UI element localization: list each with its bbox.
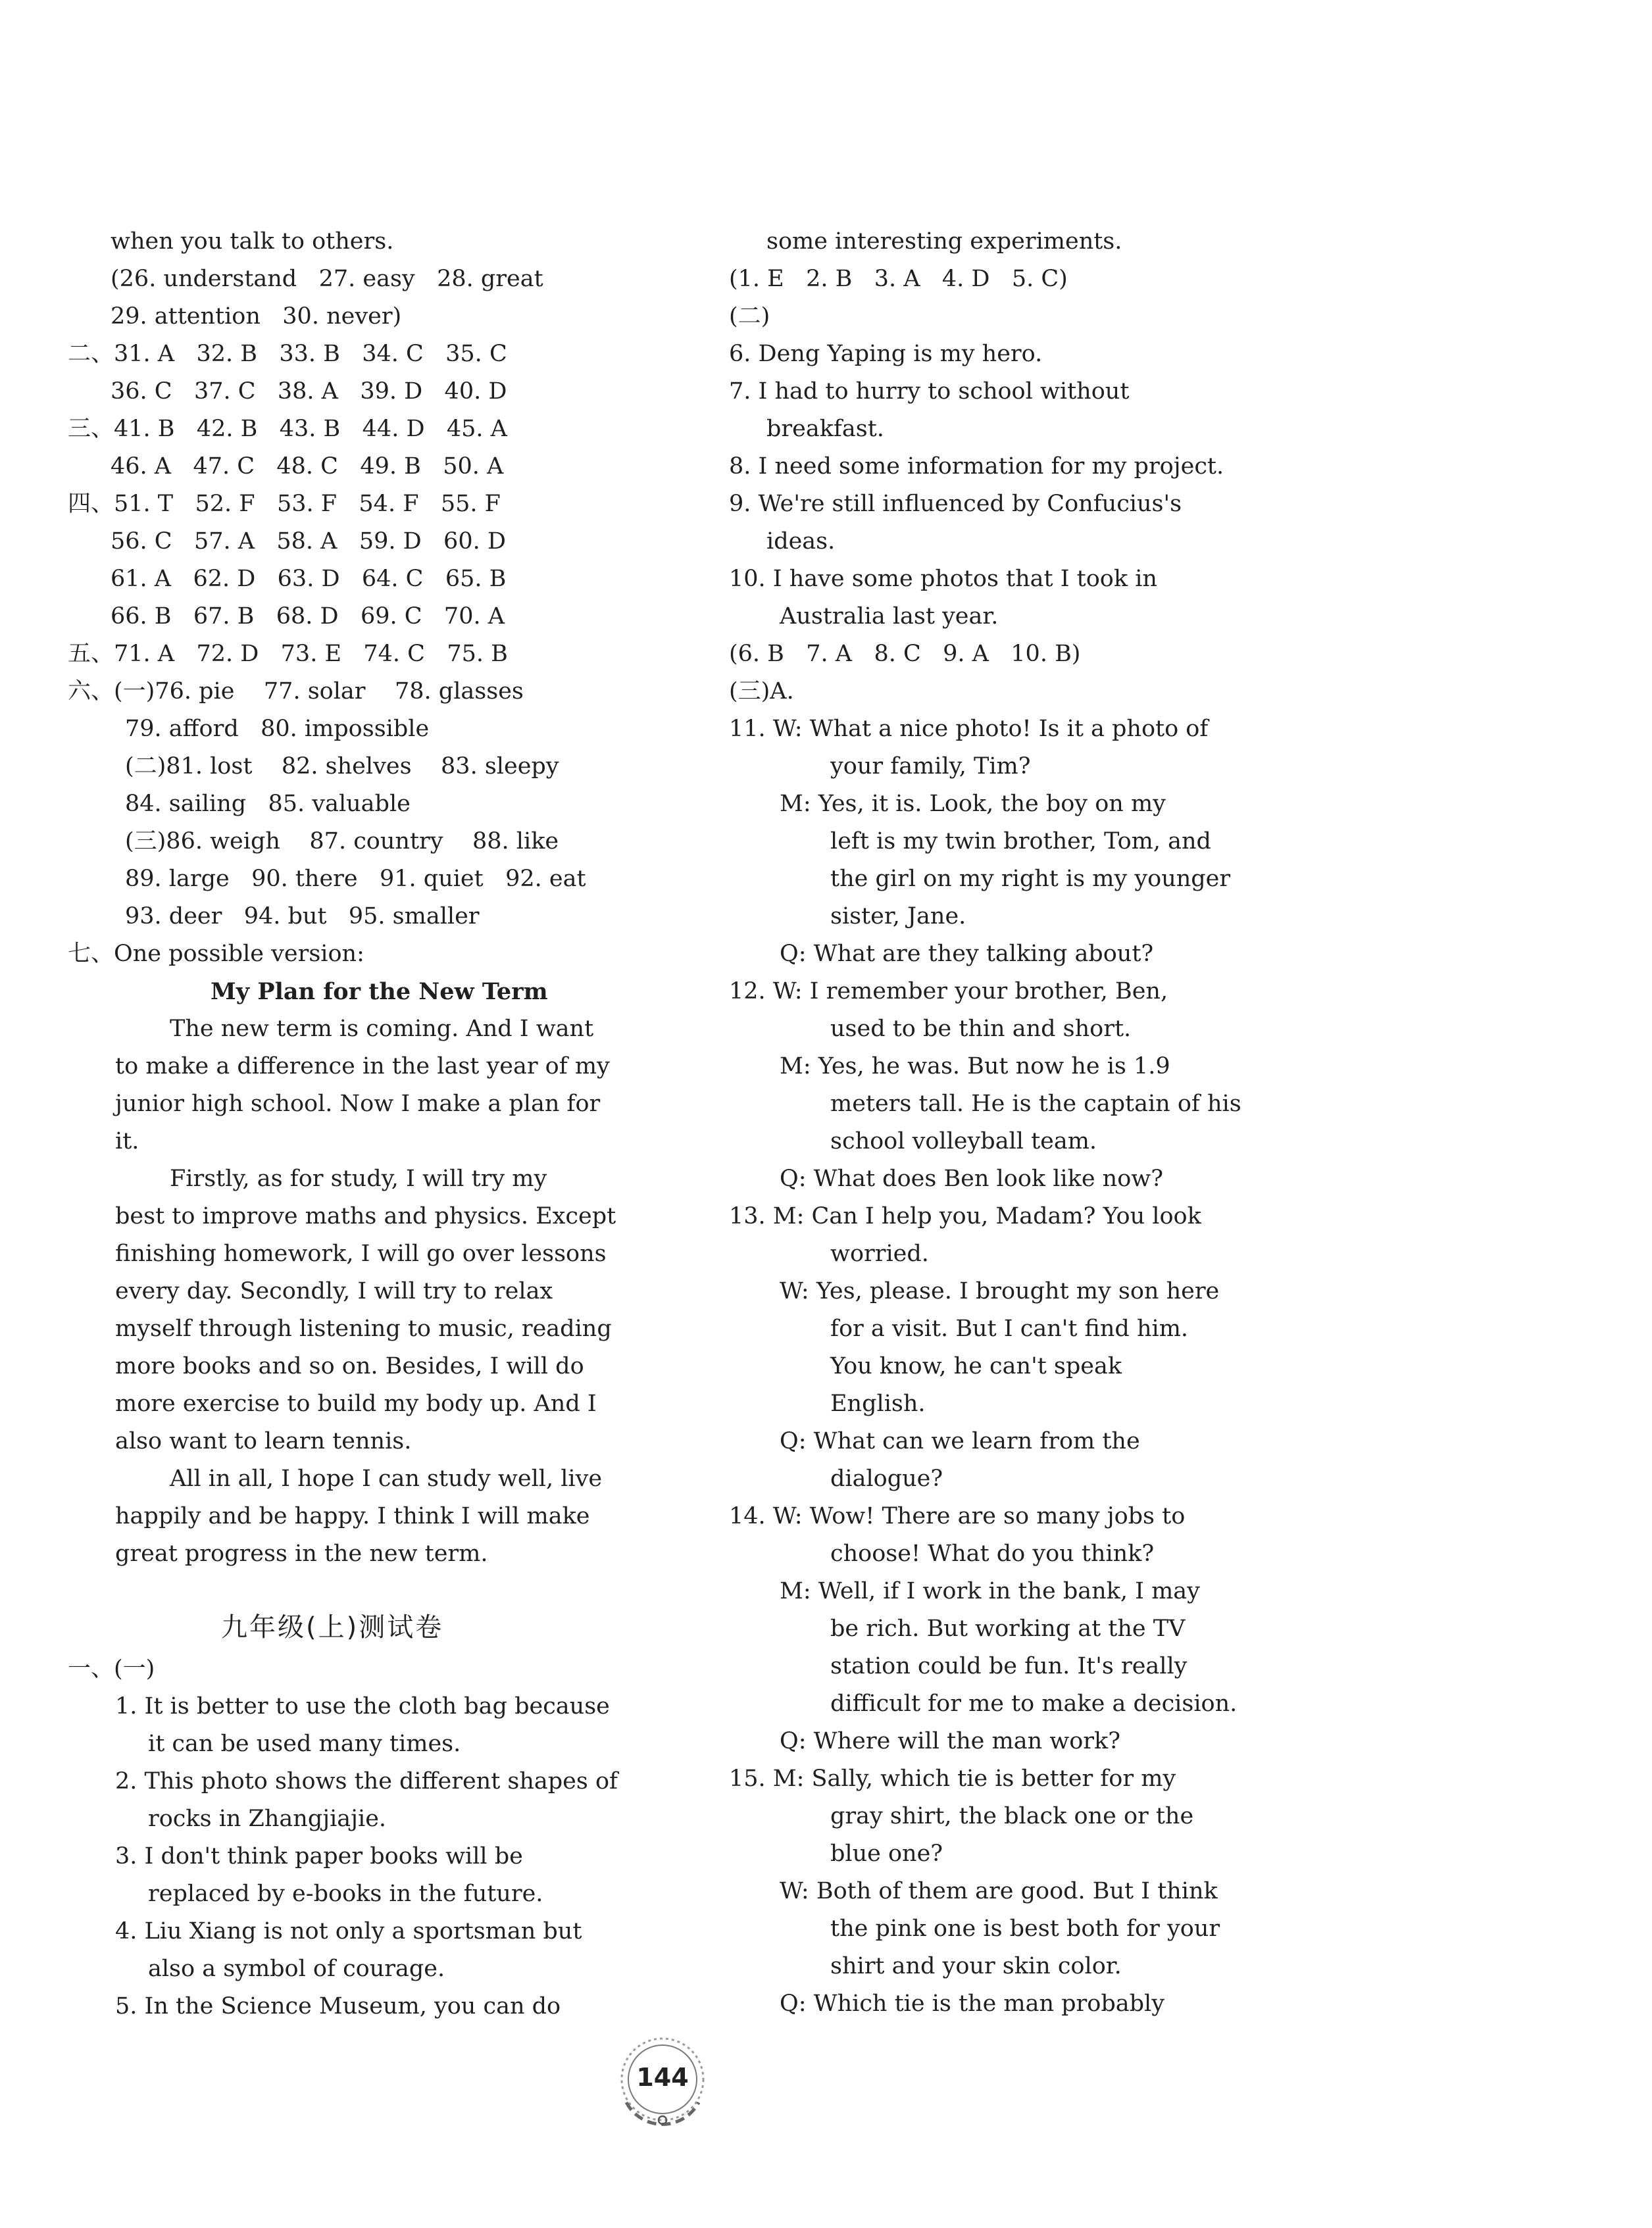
text-line: junior high school. Now I make a plan for bbox=[115, 1091, 601, 1117]
text-line: 89. large 90. there 91. quiet 92. eat bbox=[125, 866, 586, 892]
text-line: 4. Liu Xiang is not only a sportsman but bbox=[115, 1918, 582, 1944]
text-line: it can be used many times. bbox=[148, 1731, 461, 1757]
text-line: 13. M: Can I help you, Madam? You look bbox=[729, 1203, 1201, 1229]
text-line: also a symbol of courage. bbox=[148, 1956, 445, 1982]
text-line: more books and so on. Besides, I will do bbox=[115, 1353, 584, 1379]
text-line: 11. W: What a nice photo! Is it a photo of bbox=[729, 716, 1209, 742]
text-line: your family, Tim? bbox=[830, 753, 1031, 780]
text-line: 61. A 62. D 63. D 64. C 65. B bbox=[111, 566, 507, 592]
text-line: worried. bbox=[830, 1241, 929, 1267]
text-line: for a visit. But I can't find him. bbox=[830, 1316, 1189, 1342]
text-line: 36. C 37. C 38. A 39. D 40. D bbox=[111, 378, 507, 405]
text-line: 7. I had to hurry to school without bbox=[729, 378, 1130, 405]
text-line: 14. W: Wow! There are so many jobs to bbox=[729, 1503, 1186, 1529]
text-line: some interesting experiments. bbox=[766, 228, 1122, 255]
text-line: (二)81. lost 82. shelves 83. sleepy bbox=[125, 753, 559, 780]
text-line: 二、31. A 32. B 33. B 34. C 35. C bbox=[68, 341, 507, 367]
text-line: sister, Jane. bbox=[830, 903, 966, 929]
text-line: 9. We're still influenced by Confucius's bbox=[729, 491, 1182, 517]
text-line: All in all, I hope I can study well, live bbox=[170, 1466, 603, 1492]
text-line: replaced by e-books in the future. bbox=[148, 1881, 543, 1907]
text-line: 四、51. T 52. F 53. F 54. F 55. F bbox=[68, 491, 501, 517]
text-line: great progress in the new term. bbox=[115, 1541, 488, 1567]
text-line: finishing homework, I will go over lessons bbox=[115, 1241, 607, 1267]
text-line: be rich. But working at the TV bbox=[830, 1616, 1186, 1642]
text-line: blue one? bbox=[830, 1841, 943, 1867]
text-line: happily and be happy. I think I will make bbox=[115, 1503, 590, 1529]
text-line: shirt and your skin color. bbox=[830, 1953, 1122, 1979]
text-line: used to be thin and short. bbox=[830, 1016, 1132, 1042]
text-line: choose! What do you think? bbox=[830, 1541, 1155, 1567]
text-line: 六、(一)76. pie 77. solar 78. glasses bbox=[68, 678, 524, 705]
text-line: (1. E 2. B 3. A 4. D 5. C) bbox=[729, 266, 1068, 292]
text-line: W: Both of them are good. But I think bbox=[780, 1878, 1218, 1904]
text-line: left is my twin brother, Tom, and bbox=[830, 828, 1211, 854]
text-line: (三)86. weigh 87. country 88. like bbox=[125, 828, 559, 854]
text-line: the girl on my right is my younger bbox=[830, 866, 1231, 892]
text-line: M: Well, if I work in the bank, I may bbox=[780, 1578, 1200, 1604]
text-line: gray shirt, the black one or the bbox=[830, 1803, 1194, 1829]
text-line: Q: Where will the man work? bbox=[780, 1728, 1120, 1754]
text-line: meters tall. He is the captain of his bbox=[830, 1091, 1241, 1117]
text-line: best to improve maths and physics. Except bbox=[115, 1203, 616, 1229]
text-line: rocks in Zhangjiajie. bbox=[148, 1806, 387, 1832]
text-line: (二) bbox=[729, 303, 770, 330]
text-line: (三)A. bbox=[729, 678, 794, 705]
text-line: more exercise to build my body up. And I bbox=[115, 1391, 597, 1417]
essay-title: My Plan for the New Term bbox=[211, 978, 548, 1005]
text-line: when you talk to others. bbox=[111, 228, 394, 255]
text-line: breakfast. bbox=[766, 416, 884, 442]
text-line: Q: Which tie is the man probably bbox=[780, 1991, 1164, 2017]
text-line: 93. deer 94. but 95. smaller bbox=[125, 903, 480, 929]
text-line: every day. Secondly, I will try to relax bbox=[115, 1278, 553, 1304]
text-line: (26. understand 27. easy 28. great bbox=[111, 266, 543, 292]
text-line: 66. B 67. B 68. D 69. C 70. A bbox=[111, 603, 505, 630]
text-line: You know, he can't speak bbox=[830, 1353, 1122, 1379]
text-line: 2. This photo shows the different shapes of bbox=[115, 1768, 618, 1795]
text-line: Q: What are they talking about? bbox=[780, 941, 1154, 967]
text-line: M: Yes, it is. Look, the boy on my bbox=[780, 791, 1166, 817]
text-line: 5. In the Science Museum, you can do bbox=[115, 1993, 561, 2019]
text-line: 84. sailing 85. valuable bbox=[125, 791, 411, 817]
text-line: difficult for me to make a decision. bbox=[830, 1691, 1238, 1717]
text-line: 1. It is better to use the cloth bag because bbox=[115, 1693, 610, 1720]
text-line: 10. I have some photos that I took in bbox=[729, 566, 1157, 592]
text-line: (6. B 7. A 8. C 9. A 10. B) bbox=[729, 641, 1081, 667]
text-line: 15. M: Sally, which tie is better for my bbox=[729, 1766, 1176, 1792]
text-line: Q: What can we learn from the bbox=[780, 1428, 1140, 1454]
text-line: 79. afford 80. impossible bbox=[125, 716, 430, 742]
section-heading: 九年级(上)测试卷 bbox=[221, 1612, 444, 1643]
text-line: W: Yes, please. I brought my son here bbox=[780, 1278, 1220, 1304]
text-line: Q: What does Ben look like now? bbox=[780, 1166, 1164, 1192]
text-line: myself through listening to music, reading bbox=[115, 1316, 612, 1342]
text-line: school volleyball team. bbox=[830, 1128, 1097, 1154]
text-line: also want to learn tennis. bbox=[115, 1428, 412, 1454]
page-number-badge bbox=[613, 2030, 712, 2129]
text-line: 56. C 57. A 58. A 59. D 60. D bbox=[111, 528, 506, 555]
text-line: 一、(一) bbox=[68, 1656, 155, 1682]
text-line: the pink one is best both for your bbox=[830, 1916, 1220, 1942]
page-number: 144 bbox=[636, 2063, 689, 2092]
text-line: ideas. bbox=[766, 528, 836, 555]
text-line: dialogue? bbox=[830, 1466, 943, 1492]
text-line: 46. A 47. C 48. C 49. B 50. A bbox=[111, 453, 504, 480]
text-line: 五、71. A 72. D 73. E 74. C 75. B bbox=[68, 641, 508, 667]
text-line: Firstly, as for study, I will try my bbox=[170, 1166, 547, 1192]
text-line: 6. Deng Yaping is my hero. bbox=[729, 341, 1043, 367]
text-line: English. bbox=[830, 1391, 926, 1417]
text-line: 12. W: I remember your brother, Ben, bbox=[729, 978, 1168, 1004]
text-line: 三、41. B 42. B 43. B 44. D 45. A bbox=[68, 416, 507, 442]
text-line: it. bbox=[115, 1128, 139, 1154]
text-line: 3. I don't think paper books will be bbox=[115, 1843, 523, 1869]
text-line: M: Yes, he was. But now he is 1.9 bbox=[780, 1053, 1170, 1079]
text-line: to make a difference in the last year of my bbox=[115, 1053, 610, 1079]
text-line: 8. I need some information for my project. bbox=[729, 453, 1224, 480]
text-line: station could be fun. It's really bbox=[830, 1653, 1188, 1679]
text-line: The new term is coming. And I want bbox=[170, 1016, 594, 1042]
text-line: Australia last year. bbox=[780, 603, 999, 630]
text-line: 七、One possible version: bbox=[68, 941, 364, 967]
text-line: 29. attention 30. never) bbox=[111, 303, 402, 330]
